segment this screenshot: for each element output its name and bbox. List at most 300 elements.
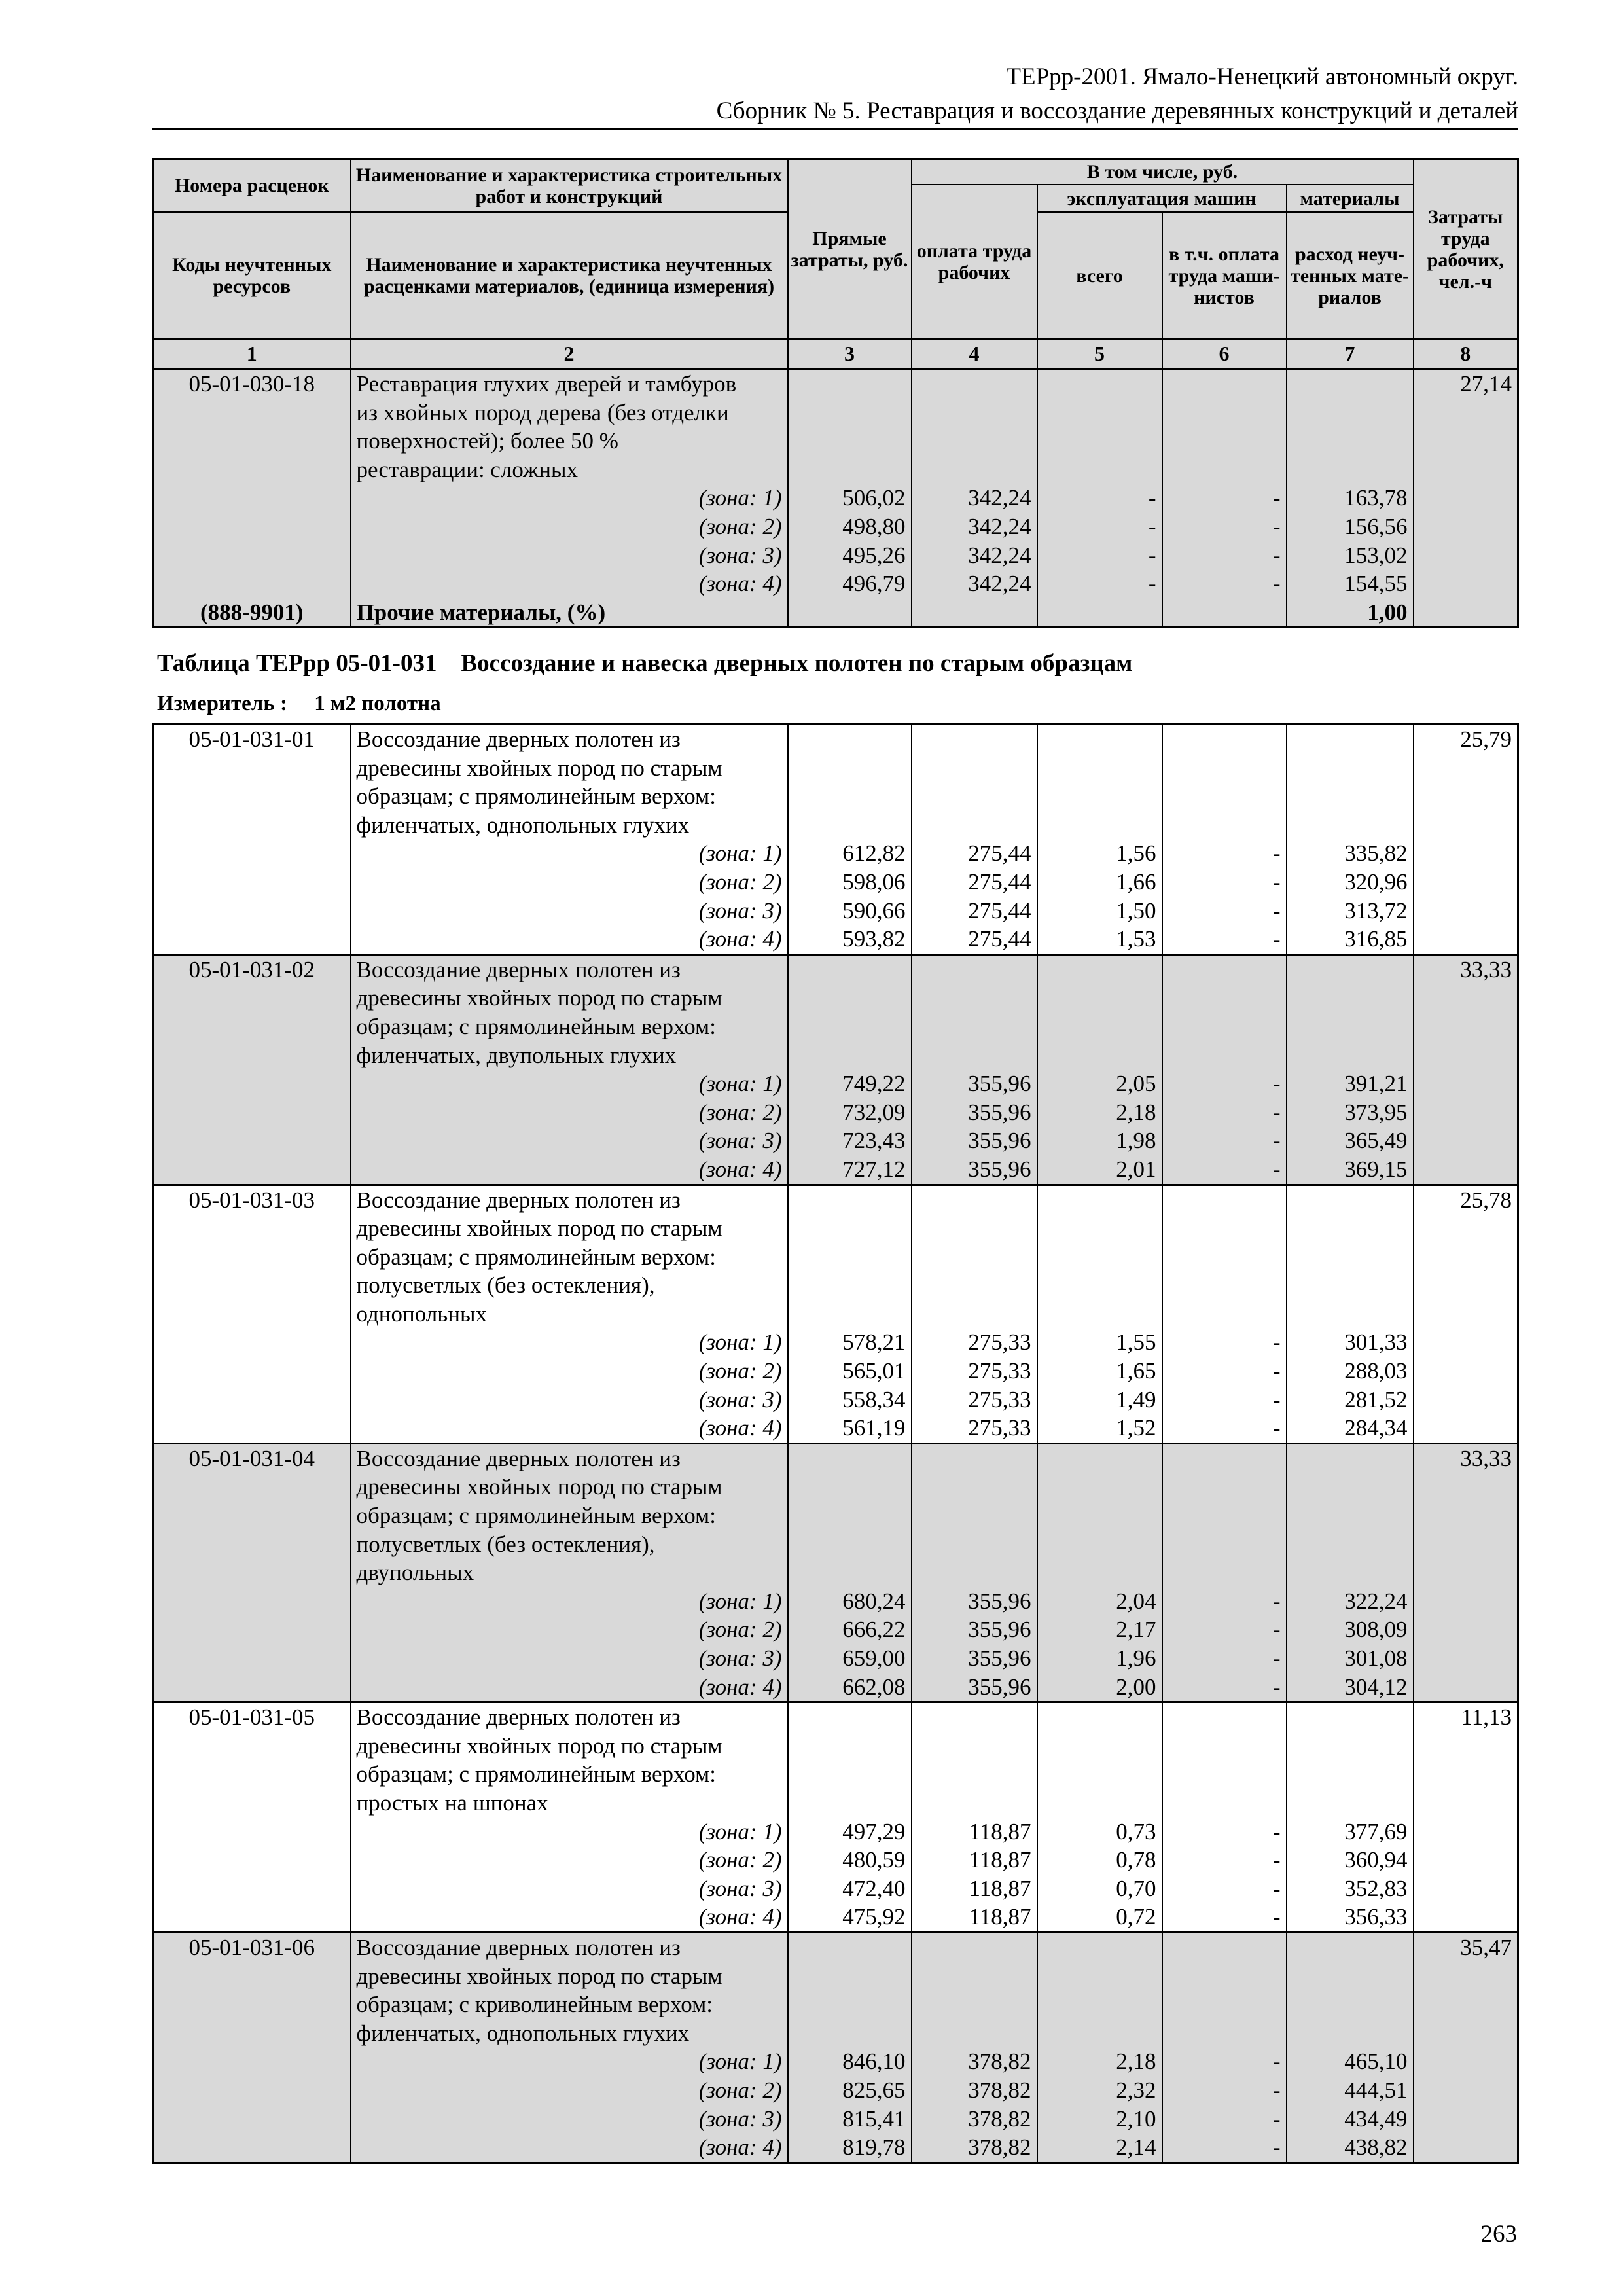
machines-total-cell bbox=[1037, 1185, 1162, 1443]
empty-line bbox=[794, 1300, 906, 1329]
zone-value: - bbox=[1272, 1588, 1281, 1614]
zone-label: (зона: 2) bbox=[698, 1099, 782, 1125]
zone-value: - bbox=[1148, 485, 1156, 511]
empty-line bbox=[1168, 984, 1281, 1013]
empty-line bbox=[1293, 1789, 1408, 1818]
zone-label: (зона: 3) bbox=[698, 1875, 782, 1901]
description-cell bbox=[351, 1185, 788, 1443]
materials-cell bbox=[1287, 369, 1414, 628]
zone-value: 1,56 bbox=[1116, 840, 1156, 867]
description-line: Воссоздание дверных полотен из bbox=[356, 1704, 681, 1731]
zone-label: (зона: 4) bbox=[698, 1674, 782, 1700]
zone-value: 355,96 bbox=[968, 1588, 1031, 1614]
empty-line bbox=[159, 569, 345, 598]
empty-line bbox=[1043, 1243, 1156, 1272]
empty-line bbox=[918, 811, 1031, 840]
description-cell bbox=[351, 954, 788, 1185]
empty-line bbox=[918, 1243, 1031, 1272]
empty-line bbox=[1043, 1703, 1156, 1732]
empty-line bbox=[794, 370, 906, 399]
zone-label: (зона: 3) bbox=[698, 1128, 782, 1154]
zone-value: 355,96 bbox=[968, 1099, 1031, 1125]
header-divider bbox=[152, 128, 1518, 130]
empty-line bbox=[918, 370, 1031, 399]
zone-value: 1,66 bbox=[1116, 869, 1156, 895]
empty-line bbox=[1043, 456, 1156, 484]
zone-value: 723,43 bbox=[842, 1128, 906, 1154]
empty-line bbox=[1293, 754, 1408, 783]
col-number: 5 bbox=[1037, 339, 1162, 369]
empty-line bbox=[918, 1186, 1031, 1215]
zone-value: - bbox=[1272, 2077, 1281, 2103]
labor-hours-value: 27,14 bbox=[1460, 371, 1512, 397]
empty-line bbox=[794, 984, 906, 1013]
zone-value: - bbox=[1272, 542, 1281, 568]
empty-line bbox=[1168, 399, 1281, 427]
zone-value: 288,03 bbox=[1344, 1358, 1408, 1384]
description-line: двупольных bbox=[356, 1560, 474, 1586]
machinist-pay-cell bbox=[1162, 954, 1287, 1185]
zone-label: (зона: 3) bbox=[698, 897, 782, 924]
zone-label: (зона: 3) bbox=[698, 542, 782, 568]
labor-pay-cell bbox=[912, 1185, 1037, 1443]
description-line: филенчатых, двупольных глухих bbox=[356, 1042, 677, 1068]
empty-line bbox=[1293, 1962, 1408, 1991]
zone-value: 308,09 bbox=[1344, 1617, 1408, 1643]
description-line: древесины хвойных пород по старым bbox=[356, 1474, 722, 1500]
empty-line bbox=[1043, 399, 1156, 427]
direct-costs-cell bbox=[788, 954, 912, 1185]
zone-value: - bbox=[1272, 1847, 1281, 1873]
zone-value: 2,00 bbox=[1116, 1674, 1156, 1700]
zone-value: - bbox=[1272, 1329, 1281, 1355]
zone-value: - bbox=[1272, 2134, 1281, 2161]
empty-line bbox=[1293, 1703, 1408, 1732]
empty-line bbox=[159, 484, 345, 512]
empty-line bbox=[1168, 456, 1281, 484]
labor-pay-cell bbox=[912, 954, 1037, 1185]
empty-line bbox=[918, 754, 1031, 783]
description-line: древесины хвойных пород по старым bbox=[356, 985, 722, 1011]
rate-row bbox=[153, 954, 1518, 1185]
empty-line bbox=[794, 956, 906, 984]
empty-line bbox=[918, 1530, 1031, 1559]
resource-value: 1,00 bbox=[1367, 599, 1408, 625]
empty-line bbox=[1293, 1214, 1408, 1243]
rate-row bbox=[153, 1932, 1518, 2162]
description-line: древесины хвойных пород по старым bbox=[356, 1963, 722, 1989]
zone-value: 355,96 bbox=[968, 1674, 1031, 1700]
rate-row bbox=[153, 1702, 1518, 1933]
zone-value: - bbox=[1272, 897, 1281, 924]
rate-code: 05-01-030-18 bbox=[188, 371, 315, 397]
labor-hours-cell bbox=[1414, 1702, 1518, 1933]
empty-line bbox=[1043, 1271, 1156, 1300]
empty-line bbox=[918, 984, 1031, 1013]
zone-value: 0,72 bbox=[1116, 1904, 1156, 1930]
zone-value: 342,24 bbox=[968, 542, 1031, 568]
materials-cell bbox=[1287, 1702, 1414, 1933]
direct-costs-cell bbox=[788, 1443, 912, 1702]
zone-value: 356,33 bbox=[1344, 1904, 1408, 1930]
description-line: Реставрация глухих дверей и тамбуров bbox=[356, 371, 737, 397]
zone-value: 815,41 bbox=[842, 2106, 906, 2132]
labor-hours-cell bbox=[1414, 369, 1518, 628]
empty-line bbox=[1168, 1186, 1281, 1215]
zone-value: 438,82 bbox=[1344, 2134, 1408, 2161]
col-materials: материалы bbox=[1287, 185, 1414, 212]
materials-cell bbox=[1287, 725, 1414, 955]
zone-value: 355,96 bbox=[968, 1617, 1031, 1643]
description-line: Воссоздание дверных полотен из bbox=[356, 956, 681, 982]
zone-label: (зона: 2) bbox=[698, 1847, 782, 1873]
empty-line bbox=[1168, 754, 1281, 783]
zone-value: 749,22 bbox=[842, 1071, 906, 1097]
machines-total-cell bbox=[1037, 1932, 1162, 2162]
col-number: 4 bbox=[912, 339, 1037, 369]
zone-value: 377,69 bbox=[1344, 1818, 1408, 1844]
zone-value: 342,24 bbox=[968, 513, 1031, 539]
zone-value: 118,87 bbox=[969, 1818, 1031, 1844]
zone-value: - bbox=[1148, 571, 1156, 597]
zone-value: 156,56 bbox=[1344, 513, 1408, 539]
machines-total-cell bbox=[1037, 1702, 1162, 1933]
empty-line bbox=[1293, 1300, 1408, 1329]
zone-value: 2,10 bbox=[1116, 2106, 1156, 2132]
zone-value: 275,44 bbox=[968, 926, 1031, 952]
col-number: 3 bbox=[788, 339, 912, 369]
rate-code-cell bbox=[153, 954, 351, 1185]
empty-line bbox=[1293, 1473, 1408, 1501]
zone-value: 391,21 bbox=[1344, 1071, 1408, 1097]
zone-value: 1,55 bbox=[1116, 1329, 1156, 1355]
empty-line bbox=[159, 512, 345, 541]
empty-line bbox=[1168, 1732, 1281, 1761]
empty-line bbox=[794, 782, 906, 811]
rate-row bbox=[153, 1185, 1518, 1443]
empty-line bbox=[159, 541, 345, 570]
labor-hours-value: 25,79 bbox=[1460, 726, 1512, 752]
empty-line bbox=[1293, 1501, 1408, 1530]
zone-value: 275,33 bbox=[968, 1358, 1031, 1384]
description-line: простых на шпонах bbox=[356, 1789, 548, 1816]
empty-line bbox=[918, 1041, 1031, 1070]
empty-line bbox=[794, 1473, 906, 1501]
zone-value: 1,50 bbox=[1116, 897, 1156, 924]
empty-line bbox=[1168, 1558, 1281, 1587]
zone-value: - bbox=[1272, 1156, 1281, 1182]
empty-line bbox=[1168, 1271, 1281, 1300]
machines-total-cell bbox=[1037, 1443, 1162, 1702]
zone-value: 154,55 bbox=[1344, 571, 1408, 597]
zone-value: 360,94 bbox=[1344, 1847, 1408, 1873]
zone-value: - bbox=[1272, 1818, 1281, 1844]
zone-value: 301,33 bbox=[1344, 1329, 1408, 1355]
zone-value: 322,24 bbox=[1344, 1588, 1408, 1614]
empty-line bbox=[918, 1300, 1031, 1329]
empty-line bbox=[1043, 2019, 1156, 2048]
zone-value: 612,82 bbox=[842, 840, 906, 867]
zone-value: - bbox=[1272, 1645, 1281, 1671]
empty-line bbox=[1293, 1013, 1408, 1041]
empty-line bbox=[1043, 984, 1156, 1013]
zone-label: (зона: 4) bbox=[698, 571, 782, 597]
zone-value: 593,82 bbox=[842, 926, 906, 952]
description-line: древесины хвойных пород по старым bbox=[356, 755, 722, 781]
empty-line bbox=[918, 782, 1031, 811]
zone-value: 275,44 bbox=[968, 840, 1031, 867]
zone-label: (зона: 2) bbox=[698, 869, 782, 895]
labor-hours-value: 33,33 bbox=[1460, 956, 1512, 982]
labor-pay-cell bbox=[912, 1702, 1037, 1933]
empty-line bbox=[1043, 1990, 1156, 2019]
zone-value: 378,82 bbox=[968, 2077, 1031, 2103]
description-line: Воссоздание дверных полотен из bbox=[356, 1445, 681, 1471]
rates-table-1 bbox=[152, 158, 1519, 628]
zone-value: 819,78 bbox=[842, 2134, 906, 2161]
zone-value: 378,82 bbox=[968, 2049, 1031, 2075]
zone-value: 275,44 bbox=[968, 897, 1031, 924]
rate-row bbox=[153, 369, 1518, 628]
empty-line bbox=[794, 1186, 906, 1215]
description-cell bbox=[351, 1443, 788, 1702]
empty-line bbox=[918, 956, 1031, 984]
col-number: 6 bbox=[1162, 339, 1287, 369]
measurement-unit: Измеритель : 1 м2 полотна bbox=[157, 692, 441, 715]
rate-row bbox=[153, 1443, 1518, 1702]
zone-value: 662,08 bbox=[842, 1674, 906, 1700]
description-line: образцам; с криволинейным верхом: bbox=[356, 1992, 713, 2018]
rate-code-cell bbox=[153, 1185, 351, 1443]
empty-line bbox=[1043, 370, 1156, 399]
zone-value: 444,51 bbox=[1344, 2077, 1408, 2103]
empty-line bbox=[1168, 1933, 1281, 1962]
col-labor-pay: оплата труда рабочих bbox=[912, 185, 1037, 339]
rate-code: 05-01-031-06 bbox=[188, 1934, 315, 1960]
empty-line bbox=[1293, 370, 1408, 399]
zone-value: 2,14 bbox=[1116, 2134, 1156, 2161]
empty-line bbox=[1043, 1300, 1156, 1329]
zone-value: 2,05 bbox=[1116, 1071, 1156, 1097]
empty-line bbox=[1293, 1760, 1408, 1789]
zone-value: 355,96 bbox=[968, 1156, 1031, 1182]
empty-line bbox=[1293, 1732, 1408, 1761]
empty-line bbox=[1293, 782, 1408, 811]
empty-line bbox=[918, 1501, 1031, 1530]
description-line: образцам; с прямолинейным верхом: bbox=[356, 1761, 716, 1787]
empty-line bbox=[1293, 725, 1408, 754]
zone-value: 475,92 bbox=[842, 1904, 906, 1930]
zone-value: 275,33 bbox=[968, 1329, 1031, 1355]
rate-code-cell bbox=[153, 725, 351, 955]
empty-line bbox=[1293, 984, 1408, 1013]
zone-value: 565,01 bbox=[842, 1358, 906, 1384]
rate-code-cell bbox=[153, 369, 351, 628]
rate-code-cell bbox=[153, 1932, 351, 2162]
labor-hours-cell bbox=[1414, 1443, 1518, 1702]
empty-line bbox=[794, 1041, 906, 1070]
labor-pay-cell bbox=[912, 1932, 1037, 2162]
empty-line bbox=[794, 1789, 906, 1818]
col-machinist-pay: в т.ч. оплата труда маши-нистов bbox=[1162, 212, 1287, 339]
zone-value: 495,26 bbox=[842, 542, 906, 568]
zone-value: 355,96 bbox=[968, 1645, 1031, 1671]
col-labor-hours: Затраты труда рабочих, чел.-ч bbox=[1414, 159, 1518, 340]
zone-label: (зона: 2) bbox=[698, 2077, 782, 2103]
empty-line bbox=[794, 754, 906, 783]
zone-value: 118,87 bbox=[969, 1904, 1031, 1930]
empty-line bbox=[1293, 1186, 1408, 1215]
running-header-title: ТЕРрр-2001. Ямало-Ненецкий автономный округ. bbox=[1006, 63, 1518, 90]
zone-value: - bbox=[1148, 513, 1156, 539]
empty-line bbox=[1043, 1789, 1156, 1818]
empty-line bbox=[794, 1013, 906, 1041]
zone-value: 558,34 bbox=[842, 1386, 906, 1412]
zone-label: (зона: 2) bbox=[698, 513, 782, 539]
table-title: Таблица ТЕРрр 05-01-031 Воссоздание и навеска дверных полотен по старым образцам bbox=[157, 650, 1133, 677]
empty-line bbox=[159, 399, 345, 427]
description-cell bbox=[351, 1702, 788, 1933]
zone-value: 275,33 bbox=[968, 1415, 1031, 1441]
empty-line bbox=[1168, 1013, 1281, 1041]
zone-value: - bbox=[1272, 1415, 1281, 1441]
description-line: филенчатых, однопольных глухих bbox=[356, 812, 690, 838]
empty-line bbox=[1043, 1933, 1156, 1962]
empty-line bbox=[794, 1760, 906, 1789]
col-number: 1 bbox=[153, 339, 351, 369]
zone-label: (зона: 1) bbox=[698, 1071, 782, 1097]
empty-line bbox=[794, 811, 906, 840]
zone-value: 355,96 bbox=[968, 1128, 1031, 1154]
zone-value: 506,02 bbox=[842, 485, 906, 511]
zone-value: 316,85 bbox=[1344, 926, 1408, 952]
materials-cell bbox=[1287, 954, 1414, 1185]
zone-value: 2,18 bbox=[1116, 2049, 1156, 2075]
description-line: Воссоздание дверных полотен из bbox=[356, 726, 681, 752]
empty-line bbox=[1043, 725, 1156, 754]
empty-line bbox=[1168, 1214, 1281, 1243]
zone-value: - bbox=[1272, 1358, 1281, 1384]
empty-line bbox=[794, 456, 906, 484]
zone-label: (зона: 1) bbox=[698, 1818, 782, 1844]
empty-line bbox=[1043, 1732, 1156, 1761]
zone-value: 497,29 bbox=[842, 1818, 906, 1844]
machinist-pay-cell bbox=[1162, 1185, 1287, 1443]
empty-line bbox=[794, 1444, 906, 1473]
empty-line bbox=[159, 427, 345, 456]
zone-value: - bbox=[1272, 1875, 1281, 1901]
zone-value: - bbox=[1272, 1674, 1281, 1700]
zone-label: (зона: 3) bbox=[698, 1645, 782, 1671]
empty-line bbox=[1043, 1473, 1156, 1501]
rate-code-cell bbox=[153, 1443, 351, 1702]
description-line: образцам; с прямолинейным верхом: bbox=[356, 783, 716, 810]
zone-label: (зона: 1) bbox=[698, 840, 782, 867]
zone-value: 732,09 bbox=[842, 1099, 906, 1125]
empty-line bbox=[1293, 811, 1408, 840]
zone-value: 369,15 bbox=[1344, 1156, 1408, 1182]
empty-line bbox=[1043, 782, 1156, 811]
empty-line bbox=[1168, 1530, 1281, 1559]
zone-value: - bbox=[1272, 1617, 1281, 1643]
zone-label: (зона: 1) bbox=[698, 485, 782, 511]
direct-costs-cell bbox=[788, 1932, 912, 2162]
zone-value: 365,49 bbox=[1344, 1128, 1408, 1154]
description-cell bbox=[351, 725, 788, 955]
zone-label: (зона: 1) bbox=[698, 1329, 782, 1355]
empty-line bbox=[159, 456, 345, 484]
labor-hours-value: 33,33 bbox=[1460, 1445, 1512, 1471]
zone-value: - bbox=[1272, 1386, 1281, 1412]
zone-value: 472,40 bbox=[842, 1875, 906, 1901]
empty-line bbox=[918, 399, 1031, 427]
zone-value: 118,87 bbox=[969, 1847, 1031, 1873]
materials-cell bbox=[1287, 1443, 1414, 1702]
machines-total-cell bbox=[1037, 369, 1162, 628]
zone-value: 825,65 bbox=[842, 2077, 906, 2103]
empty-line bbox=[918, 1789, 1031, 1818]
empty-line bbox=[794, 1703, 906, 1732]
empty-line bbox=[794, 1530, 906, 1559]
zone-value: - bbox=[1148, 542, 1156, 568]
zone-value: 561,19 bbox=[842, 1415, 906, 1441]
zone-label: (зона: 2) bbox=[698, 1358, 782, 1384]
empty-line bbox=[1293, 399, 1408, 427]
zone-value: 1,53 bbox=[1116, 926, 1156, 952]
empty-line bbox=[1293, 427, 1408, 456]
description-line: полусветлых (без остекления), bbox=[356, 1531, 655, 1557]
description-line: Воссоздание дверных полотен из bbox=[356, 1934, 681, 1960]
zone-value: 0,78 bbox=[1116, 1847, 1156, 1873]
zone-value: 355,96 bbox=[968, 1071, 1031, 1097]
empty-line bbox=[918, 1732, 1031, 1761]
zone-label: (зона: 4) bbox=[698, 926, 782, 952]
empty-line bbox=[918, 1760, 1031, 1789]
zone-value: 373,95 bbox=[1344, 1099, 1408, 1125]
zone-label: (зона: 4) bbox=[698, 2134, 782, 2161]
empty-line bbox=[1043, 1186, 1156, 1215]
zone-value: - bbox=[1272, 2106, 1281, 2132]
empty-line bbox=[1293, 1558, 1408, 1587]
zone-value: 496,79 bbox=[842, 571, 906, 597]
labor-pay-cell bbox=[912, 369, 1037, 628]
zone-value: 1,96 bbox=[1116, 1645, 1156, 1671]
machinist-pay-cell bbox=[1162, 369, 1287, 628]
empty-line bbox=[794, 1214, 906, 1243]
empty-line bbox=[918, 1558, 1031, 1587]
empty-line bbox=[918, 2019, 1031, 2048]
rate-code: 05-01-031-05 bbox=[188, 1704, 315, 1731]
resource-name: Прочие материалы, (%) bbox=[356, 599, 606, 625]
empty-line bbox=[794, 1243, 906, 1272]
zone-value: 480,59 bbox=[842, 1847, 906, 1873]
col-codes: Коды неучтенных ресурсов bbox=[153, 212, 351, 339]
zone-value: 465,10 bbox=[1344, 2049, 1408, 2075]
empty-line bbox=[1168, 2019, 1281, 2048]
zone-value: 153,02 bbox=[1344, 542, 1408, 568]
zone-value: - bbox=[1272, 571, 1281, 597]
zone-value: 163,78 bbox=[1344, 485, 1408, 511]
empty-line bbox=[1043, 956, 1156, 984]
zone-label: (зона: 3) bbox=[698, 2106, 782, 2132]
empty-line bbox=[918, 1214, 1031, 1243]
col-direct-costs: Прямые затраты, руб. bbox=[788, 159, 912, 340]
description-line: реставрации: сложных bbox=[356, 456, 578, 482]
machinist-pay-cell bbox=[1162, 1443, 1287, 1702]
zone-value: 378,82 bbox=[968, 2106, 1031, 2132]
empty-line bbox=[918, 1962, 1031, 1991]
empty-line bbox=[918, 1271, 1031, 1300]
